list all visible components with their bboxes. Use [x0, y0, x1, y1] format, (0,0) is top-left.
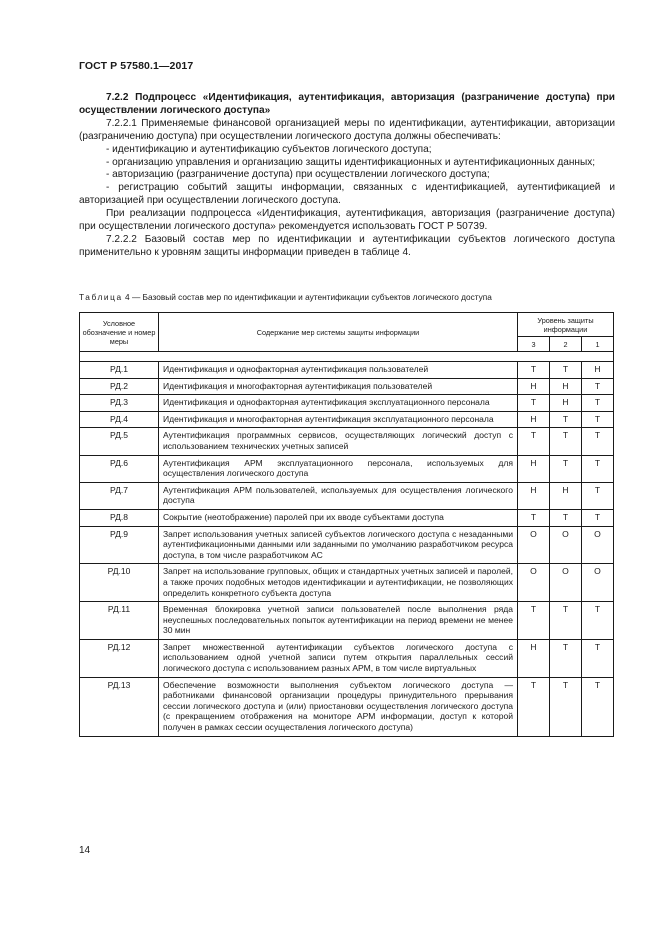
level-2-value: О — [550, 564, 582, 602]
measure-description: Запрет множественной аутентификации субъектов логического доступа с использованием одной учетной записи путем открытия параллельных сессий логического доступа с использованием разных АРМ, в том числе виртуальных — [159, 639, 518, 677]
level-1-value: О — [582, 526, 614, 564]
level-3-value: Н — [518, 378, 550, 395]
level-1-value: Т — [582, 411, 614, 428]
page-number: 14 — [79, 845, 91, 856]
table-row — [80, 639, 614, 677]
measure-code: РД.6 — [80, 455, 159, 482]
level-2-value: Т — [550, 362, 582, 379]
measure-description: Аутентификация программных сервисов, осуществляющих логический доступ с использованием технических учетных записей — [159, 428, 518, 455]
level-3-value: Т — [518, 395, 550, 412]
measure-code: РД.2 — [80, 378, 159, 395]
level-3-value: Т — [518, 602, 550, 640]
measure-description: Аутентификация АРМ пользователей, используемых для осуществления логического доступа — [159, 482, 518, 509]
measure-code: РД.10 — [80, 564, 159, 602]
level-1-value: Т — [582, 677, 614, 736]
table-row — [80, 482, 614, 509]
level-1-value: Т — [582, 428, 614, 455]
measure-description: Идентификация и однофакторная аутентификация эксплуатационного персонала — [159, 395, 518, 412]
table-row — [80, 526, 614, 564]
measure-description: Идентификация и многофакторная аутентификация эксплуатационного персонала — [159, 411, 518, 428]
measure-description: Обеспечение возможности выполнения субъектом логического доступа — работниками финансовой организации процедуры принудительного прерывания сессии логического доступа и (или) приостановки осуществления логического доступа (с прекращением отображения на мониторе АРМ информации, доступ к которой получен в рамках сессии осуществления логического доступа) — [159, 677, 518, 736]
level-1-value: Т — [582, 602, 614, 640]
measures-table — [79, 312, 614, 737]
table-caption-label: Таблица — [79, 292, 123, 302]
measure-description: Аутентификация АРМ эксплуатационного персонала, используемых для осуществления логического доступа — [159, 455, 518, 482]
level-1-value: Т — [582, 639, 614, 677]
measure-code: РД.1 — [80, 362, 159, 379]
level-3-value: Н — [518, 455, 550, 482]
measure-description: Сокрытие (неотображение) паролей при их вводе субъектами доступа — [159, 509, 518, 526]
measure-code: РД.5 — [80, 428, 159, 455]
bullet-item: - организацию управления и организацию защиты идентификационных и аутентификационных данных; — [106, 156, 596, 168]
table-row — [80, 455, 614, 482]
level-3-value: Т — [518, 428, 550, 455]
level-3-value: О — [518, 526, 550, 564]
level-3-value: Т — [518, 677, 550, 736]
table-row — [80, 395, 614, 412]
header-separator — [80, 352, 614, 362]
table-row — [80, 362, 614, 379]
level-2-value: Т — [550, 455, 582, 482]
header-level-2: 2 — [550, 337, 582, 352]
measure-code: РД.4 — [80, 411, 159, 428]
measure-description: Временная блокировка учетной записи пользователей после выполнения ряда неуспешных последовательных попыток аутентификации на период времени не менее 30 мин — [159, 602, 518, 640]
level-2-value: Т — [550, 677, 582, 736]
document-code: ГОСТ Р 57580.1—2017 — [79, 60, 194, 72]
measure-description: Запрет использования учетных записей субъектов логического доступа с незаданными аутентификационными данными или заданными по умолчанию разработчиком ресурса доступа, в том числе разработчиком АС — [159, 526, 518, 564]
bullet-item: - идентификацию и аутентификацию субъектов логического доступа; — [106, 143, 432, 155]
header-measure-content: Содержание мер системы защиты информации — [159, 313, 518, 352]
table-row — [80, 428, 614, 455]
level-2-value: Н — [550, 378, 582, 395]
level-1-value: О — [582, 564, 614, 602]
level-3-value: О — [518, 564, 550, 602]
clause-7-2-2-2: 7.2.2.2 Базовый состав мер по идентификации и аутентификации субъектов логического доступа применительно к уровням защиты информации приведен в таблице 4. — [79, 233, 615, 258]
measure-code: РД.7 — [80, 482, 159, 509]
level-2-value: Т — [550, 639, 582, 677]
measure-code: РД.9 — [80, 526, 159, 564]
level-1-value: Т — [582, 378, 614, 395]
header-level-1: 1 — [582, 337, 614, 352]
table-row — [80, 677, 614, 736]
measure-description: Запрет на использование групповых, общих и стандартных учетных записей и паролей, а также прочих подобных методов идентификации и аутентификации, не позволяющих определить конкретного субъекта доступа — [159, 564, 518, 602]
table-row — [80, 602, 614, 640]
table-row — [80, 564, 614, 602]
measure-description: Идентификация и многофакторная аутентификация пользователей — [159, 378, 518, 395]
header-measure-code: Условное обозначение и номер меры — [80, 313, 159, 352]
level-3-value: Т — [518, 509, 550, 526]
measure-code: РД.12 — [80, 639, 159, 677]
table-caption — [79, 292, 619, 302]
measure-code: РД.13 — [80, 677, 159, 736]
level-3-value: Н — [518, 482, 550, 509]
level-1-value: Н — [582, 362, 614, 379]
table-caption-title: 4 — Базовый состав мер по идентификации и аутентификации субъектов логического доступа — [122, 292, 492, 302]
bullet-item: - регистрацию событий защиты информации, связанных с идентификацией, аутентификацией и авторизацией при осуществлении логического доступа. — [79, 182, 615, 207]
level-3-value: Т — [518, 362, 550, 379]
table-row — [80, 411, 614, 428]
level-2-value: Т — [550, 411, 582, 428]
level-1-value: Т — [582, 455, 614, 482]
header-protection-levels: Уровень защиты информации — [518, 313, 614, 337]
level-1-value: Т — [582, 395, 614, 412]
measure-code: РД.3 — [80, 395, 159, 412]
section-text — [79, 92, 615, 260]
table-row — [80, 378, 614, 395]
level-3-value: Н — [518, 639, 550, 677]
recommendation-paragraph: При реализации подпроцесса «Идентификация, аутентификация, авторизация (разграничение доступа) при осуществлении логического доступа» рекомендуется использовать ГОСТ Р 50739. — [79, 208, 615, 233]
measure-code: РД.11 — [80, 602, 159, 640]
bullet-item: - авторизацию (разграничение доступа) при осуществлении логического доступа; — [106, 169, 490, 181]
level-2-value: Т — [550, 509, 582, 526]
measure-description: Идентификация и однофакторная аутентификация пользователей — [159, 362, 518, 379]
level-1-value: Т — [582, 509, 614, 526]
table-row — [80, 509, 614, 526]
measure-code: РД.8 — [80, 509, 159, 526]
level-3-value: Н — [518, 411, 550, 428]
header-level-3: 3 — [518, 337, 550, 352]
level-2-value: Н — [550, 482, 582, 509]
level-2-value: Т — [550, 602, 582, 640]
level-2-value: О — [550, 526, 582, 564]
table-body — [80, 352, 614, 737]
clause-7-2-2-1: 7.2.2.1 Применяемые финансовой организацией меры по идентификации, аутентификации, авторизации (разграничению доступа) при осуществлении логического доступа должны обеспечивать: — [79, 117, 615, 142]
level-1-value: Т — [582, 482, 614, 509]
section-title: 7.2.2 Подпроцесс «Идентификация, аутентификация, авторизация (разграничение доступа) при осуществлении логического доступа» — [79, 92, 615, 116]
level-2-value: Т — [550, 428, 582, 455]
level-2-value: Н — [550, 395, 582, 412]
